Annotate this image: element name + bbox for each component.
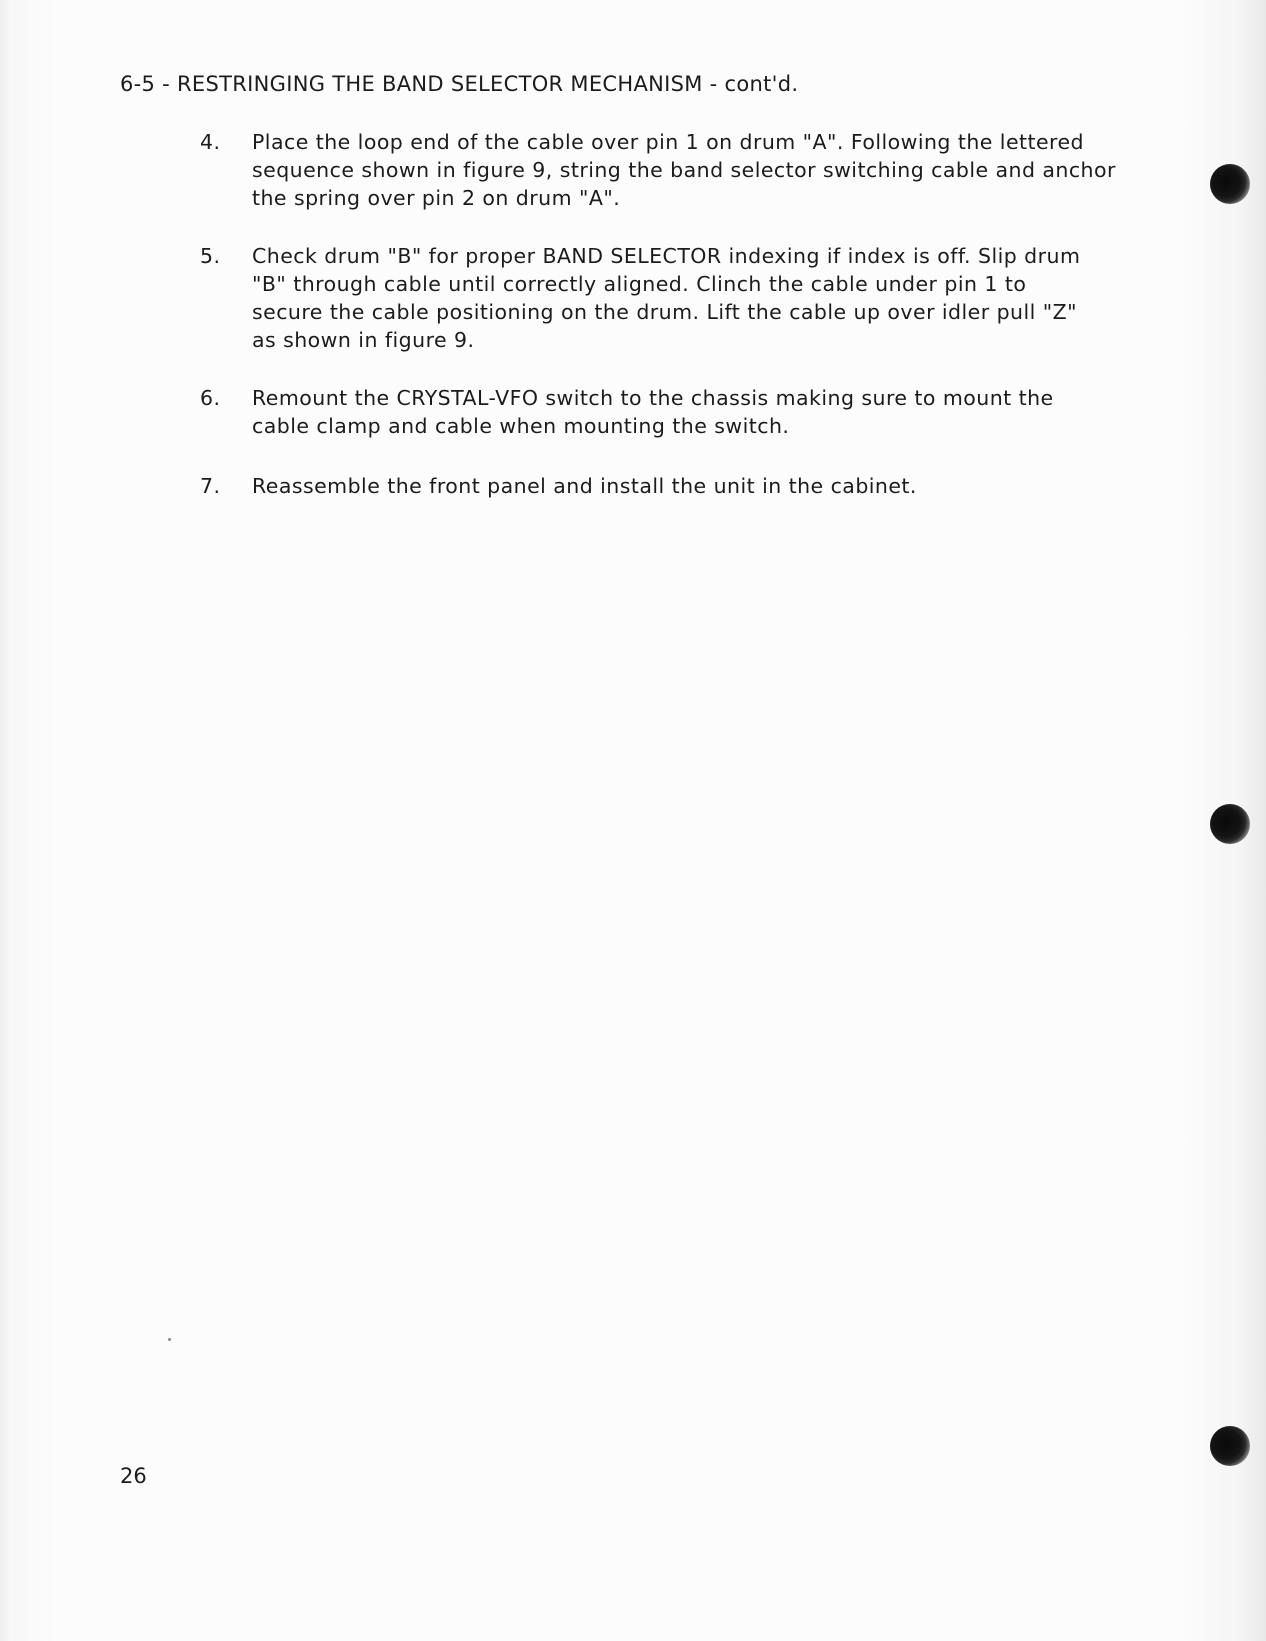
paper-speck xyxy=(168,1338,171,1341)
page-number: 26 xyxy=(120,1464,147,1488)
step-line: Check drum "B" for proper BAND SELECTOR indexing if index is off. Slip drum xyxy=(252,244,1081,268)
step-number: 4. xyxy=(200,130,221,154)
step-line: as shown in figure 9. xyxy=(252,328,475,352)
binder-hole-icon xyxy=(1210,804,1250,844)
step-text xyxy=(252,128,1130,212)
step-line: Reassemble the front panel and install the unit in the cabinet. xyxy=(252,474,917,498)
step-line: secure the cable positioning on the drum. Lift the cable up over idler pull "Z" xyxy=(252,300,1077,324)
step-text xyxy=(252,472,1130,500)
step-5 xyxy=(200,242,1130,354)
step-line: cable clamp and cable when mounting the switch. xyxy=(252,414,790,438)
step-line: "B" through cable until correctly aligned. Clinch the cable under pin 1 to xyxy=(252,272,1027,296)
section-heading: 6-5 - RESTRINGING THE BAND SELECTOR MECHANISM - cont'd. xyxy=(120,72,799,96)
step-line: Remount the CRYSTAL-VFO switch to the chassis making sure to mount the xyxy=(252,386,1054,410)
step-number: 6. xyxy=(200,386,221,410)
binder-hole-icon xyxy=(1210,1426,1250,1466)
step-line: the spring over pin 2 on drum "A". xyxy=(252,186,621,210)
step-6 xyxy=(200,384,1130,440)
step-number: 5. xyxy=(200,244,221,268)
step-line: Place the loop end of the cable over pin 1 on drum "A". Following the lettered xyxy=(252,130,1084,154)
step-line: sequence shown in figure 9, string the band selector switching cable and anchor xyxy=(252,158,1116,182)
binder-hole-icon xyxy=(1210,164,1250,204)
step-text xyxy=(252,384,1130,440)
step-7 xyxy=(200,472,1130,500)
step-number: 7. xyxy=(200,474,221,498)
step-text xyxy=(252,242,1130,354)
step-4 xyxy=(200,128,1130,212)
